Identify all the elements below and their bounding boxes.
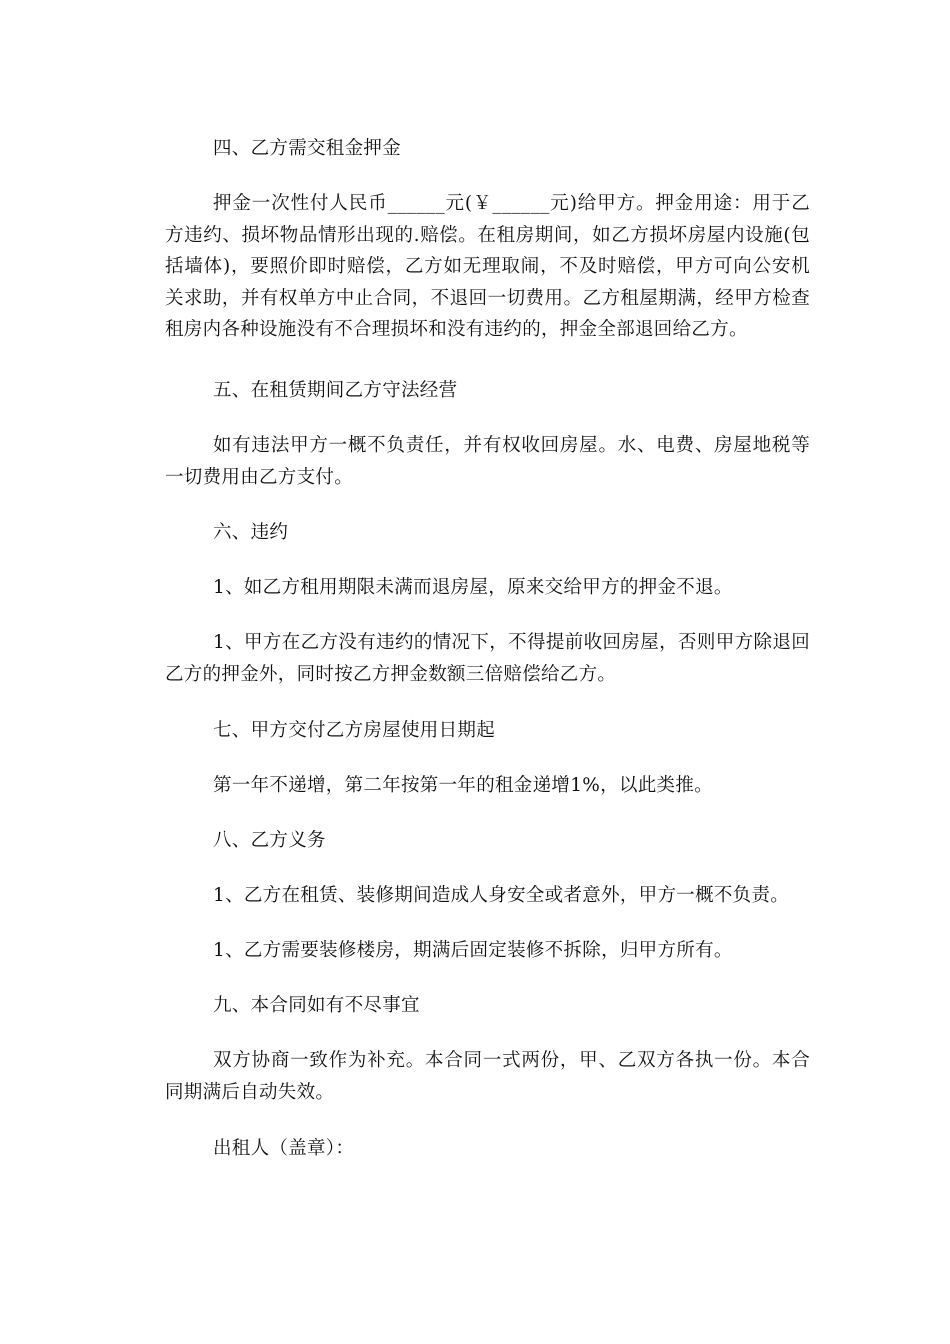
- section-heading-tenant-obligations: 八、乙方义务: [213, 830, 326, 851]
- section-heading-deposit: 四、乙方需交租金押金: [213, 138, 402, 159]
- section-heading-rent-increase: 七、甲方交付乙方房屋使用日期起: [213, 720, 496, 741]
- section-heading-breach: 六、违约: [213, 522, 289, 543]
- paragraph-supplementary: 双方协商一致作为补充。本合同一式两份，甲、乙双方各执一份。本合同期满后自动失效。: [165, 1050, 810, 1103]
- paragraph-breach-landlord: 1、甲方在乙方没有违约的情况下，不得提前收回房屋，否则甲方除退回乙方的押金外，同时按乙方押金数额三倍赔偿给乙方。: [165, 632, 810, 685]
- paragraph-obligation-renovation: 1、乙方需要装修楼房，期满后固定装修不拆除，归甲方所有。: [213, 940, 733, 961]
- section-heading-supplementary: 九、本合同如有不尽事宜: [213, 995, 420, 1016]
- paragraph-deposit-terms: 押金一次性付人民币______元(￥______元)给甲方。押金用途：用于乙方违约、损坏物品情形出现的.赔偿。在租房期间，如乙方损坏房屋内设施(包括墙体)，要照价即时赔偿，乙方如无理取闹，不及时赔偿，甲方可向公安机关求助，并有权单方中止合同，不退回一切费用。乙方租屋期满，经甲方检查租房内各种设施没有不合理损坏和没有违约的，押金全部退回给乙方。: [165, 193, 810, 340]
- section-heading-lawful-operation: 五、在租赁期间乙方守法经营: [213, 380, 458, 401]
- paragraph-lawful-operation: 如有违法甲方一概不负责任，并有权收回房屋。水、电费、房屋地税等一切费用由乙方支付。: [165, 435, 810, 488]
- paragraph-rent-increase: 第一年不递增，第二年按第一年的租金递增1%，以此类推。: [213, 775, 713, 796]
- paragraph-obligation-safety: 1、乙方在租赁、装修期间造成人身安全或者意外，甲方一概不负责。: [213, 885, 790, 906]
- signature-lessor-label: 出租人（盖章）：: [213, 1138, 355, 1159]
- paragraph-breach-tenant: 1、如乙方租用期限未满而退房屋，原来交给甲方的押金不退。: [213, 577, 733, 598]
